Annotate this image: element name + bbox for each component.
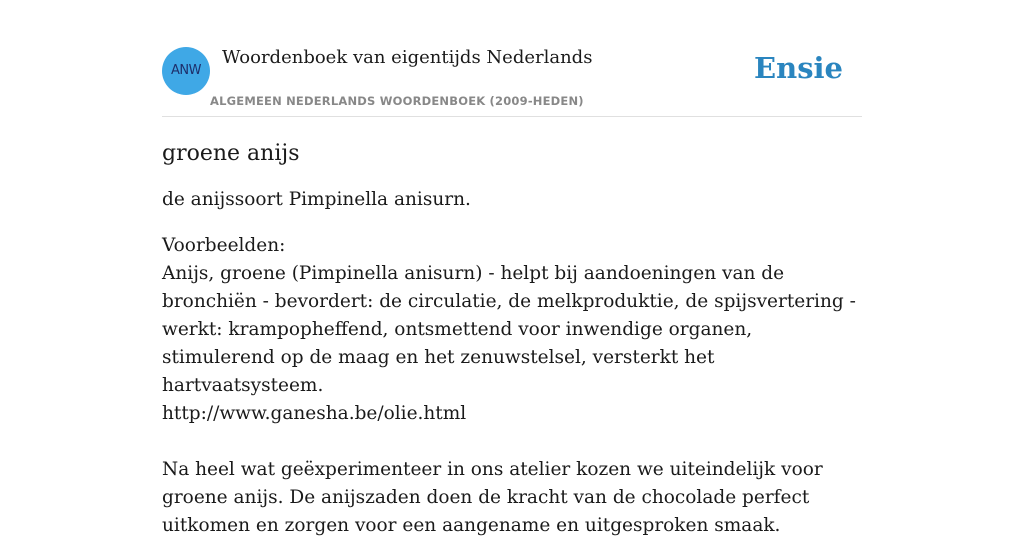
example-source-link[interactable]: http://www.ganesha.be/olie.html xyxy=(162,403,467,424)
dictionary-title[interactable]: Woordenboek van eigentijds Nederlands xyxy=(222,47,593,68)
page-title: groene anijs xyxy=(162,141,300,166)
entry-content xyxy=(162,136,862,540)
example-text: Na heel wat geëxperimenteer in ons atelier kozen we uiteindelijk voor groene anijs. De anijszaden doen de kracht van de chocolade perfect uitkomen en zorgen voor een aangename en uitgesproken smaak. xyxy=(162,459,823,536)
dictionary-subtitle: ALGEMEEN NEDERLANDS WOORDENBOEK (2009-HEDEN) xyxy=(210,94,584,108)
site-header xyxy=(162,46,862,117)
ensie-brand-logo[interactable]: Ensie xyxy=(754,51,843,85)
example-text: Anijs, groene (Pimpinella anisurn) - helpt bij aandoeningen van de bronchiën - bevordert: de circulatie, de melkproduktie, de spijsvertering - werkt: krampopheffend, ontsmettend voor inwendige organen, stimulerend op de maag en het zenuwstelsel, versterkt het hartvaatsysteem. xyxy=(162,263,856,396)
examples-section xyxy=(162,232,862,540)
anw-logo[interactable]: ANW xyxy=(162,47,210,95)
definition-text: de anijssoort Pimpinella anisurn. xyxy=(162,189,471,210)
examples-label: Voorbeelden: xyxy=(162,235,286,256)
paragraph-spacer xyxy=(162,428,862,456)
